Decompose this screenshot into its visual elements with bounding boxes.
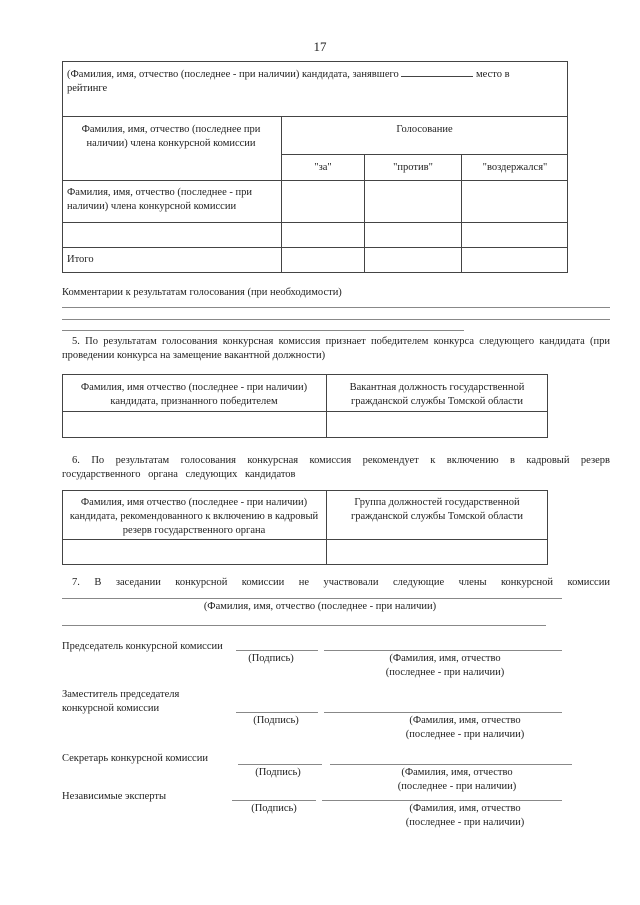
rank-blank [401, 67, 473, 77]
table-divider [62, 116, 568, 117]
member-column-header: Фамилия, имя, отчество (последнее при наличии) члена конкурсной комиссии [81, 124, 261, 150]
chair-name-line [324, 650, 562, 651]
member-row-label: Фамилия, имя, отчество (последнее - при наличии) члена конкурсной комиссии [67, 187, 252, 213]
deputy-name-line [324, 712, 562, 713]
name-caption-line1: (Фамилия, имя, отчество [409, 715, 521, 726]
table-divider [62, 539, 548, 540]
secretary-name-line [330, 764, 572, 765]
chair-signature-line [236, 650, 318, 651]
deputy-chair-role [62, 688, 242, 716]
comments-label: Комментарии к результатам голосования (при необходимости) [62, 287, 342, 298]
deputy-chair-role-line1: Заместитель председателя [62, 689, 180, 700]
experts-role: Независимые эксперты [62, 791, 167, 802]
experts-signature-line [232, 800, 316, 801]
experts-signature-caption: (Подпись) [251, 803, 297, 814]
voting-header: Голосование [396, 124, 453, 135]
name-caption-line1: (Фамилия, имя, отчество [389, 653, 501, 664]
deputy-chair-role-line2: конкурсной комиссии [62, 703, 160, 715]
name-caption-line2: (последнее - при наличии) [405, 729, 525, 741]
candidate-header-text-end: место в [476, 69, 510, 80]
total-row-label: Итого [67, 254, 94, 265]
section-5-text: 5. По результатам голосования конкурсная комиссия признает победителем конкурса следующего кандидата (при проведении конкурса на замещение вакантной должности) [62, 336, 610, 362]
name-caption-line2: (последнее - при наличии) [385, 667, 505, 679]
section-7-word: В [94, 577, 102, 588]
secretary-signature-line [238, 764, 322, 765]
comments-line [62, 330, 464, 331]
section-7-word: участвовали [323, 577, 379, 588]
table-divider [62, 247, 568, 248]
experts-name-caption [380, 802, 550, 830]
name-caption-line1: (Фамилия, имя, отчество [409, 803, 521, 814]
deputy-name-caption [380, 714, 550, 742]
candidate-header-text: (Фамилия, имя, отчество (последнее - при наличии) кандидата, занявшего [67, 69, 399, 80]
vote-option-against: "против" [393, 162, 433, 173]
chair-name-caption [360, 652, 530, 680]
vote-option-for: "за" [314, 162, 332, 173]
section-7-word: 7. [72, 577, 80, 588]
vacant-position-header: Вакантная должность государственной гражданской службы Томской области [349, 382, 525, 408]
chair-role: Председатель конкурсной комиссии [62, 641, 223, 652]
table-divider [281, 154, 568, 155]
secretary-name-caption [372, 766, 542, 794]
page-number: 17 [313, 39, 327, 54]
table-divider [62, 411, 548, 412]
section-7-word: заседании [115, 577, 161, 588]
table-divider [62, 180, 568, 181]
section-7-word: конкурсной [175, 577, 228, 588]
section-7-word: следующие [392, 577, 445, 588]
section-7-word: комиссии [567, 577, 610, 588]
position-group-header: Группа должностей государственной гражданской службы Томской области [350, 497, 524, 523]
deputy-signature-line [236, 712, 318, 713]
section-6-text: 6. По результатам голосования конкурсная комиссия рекомендует к включению в кадровый резерв государственного органа следующих кандидатов [62, 455, 610, 481]
table-divider [62, 222, 568, 223]
winner-name-header: Фамилия, имя отчество (последнее - при наличии) кандидата, признанного победителем [80, 382, 308, 408]
absent-members-line [62, 598, 562, 599]
section-7-word: не [298, 577, 309, 588]
experts-name-line [322, 800, 562, 801]
name-caption-line2: (последнее - при наличии) [397, 781, 517, 793]
chair-signature-caption: (Подпись) [248, 653, 294, 664]
section-7-text [62, 576, 610, 590]
comments-line [62, 319, 610, 320]
comments-line [62, 307, 610, 308]
name-caption-line2: (последнее - при наличии) [405, 817, 525, 829]
table-divider [281, 116, 282, 273]
deputy-signature-caption: (Подпись) [253, 715, 299, 726]
section-7-word: конкурсной [500, 577, 554, 588]
secretary-role: Секретарь конкурсной комиссии [62, 753, 208, 764]
section-7-word: комиссии [241, 577, 285, 588]
absent-members-line [62, 625, 546, 626]
table-divider [326, 374, 327, 438]
table-divider [326, 490, 327, 565]
name-caption-line1: (Фамилия, имя, отчество [401, 767, 513, 778]
candidate-header [67, 67, 563, 96]
secretary-signature-caption: (Подпись) [255, 767, 301, 778]
vote-option-abstain: "воздержался" [482, 162, 548, 173]
section-7-word: члены [458, 577, 487, 588]
absent-members-caption: (Фамилия, имя, отчество (последнее - при наличии) [203, 601, 437, 612]
candidate-header-line2: рейтинге [67, 83, 108, 95]
reserve-candidate-header: Фамилия, имя отчество (последнее - при наличии) кандидата, рекомендованного к включению в кадровый резерв государственного органа [69, 497, 319, 537]
